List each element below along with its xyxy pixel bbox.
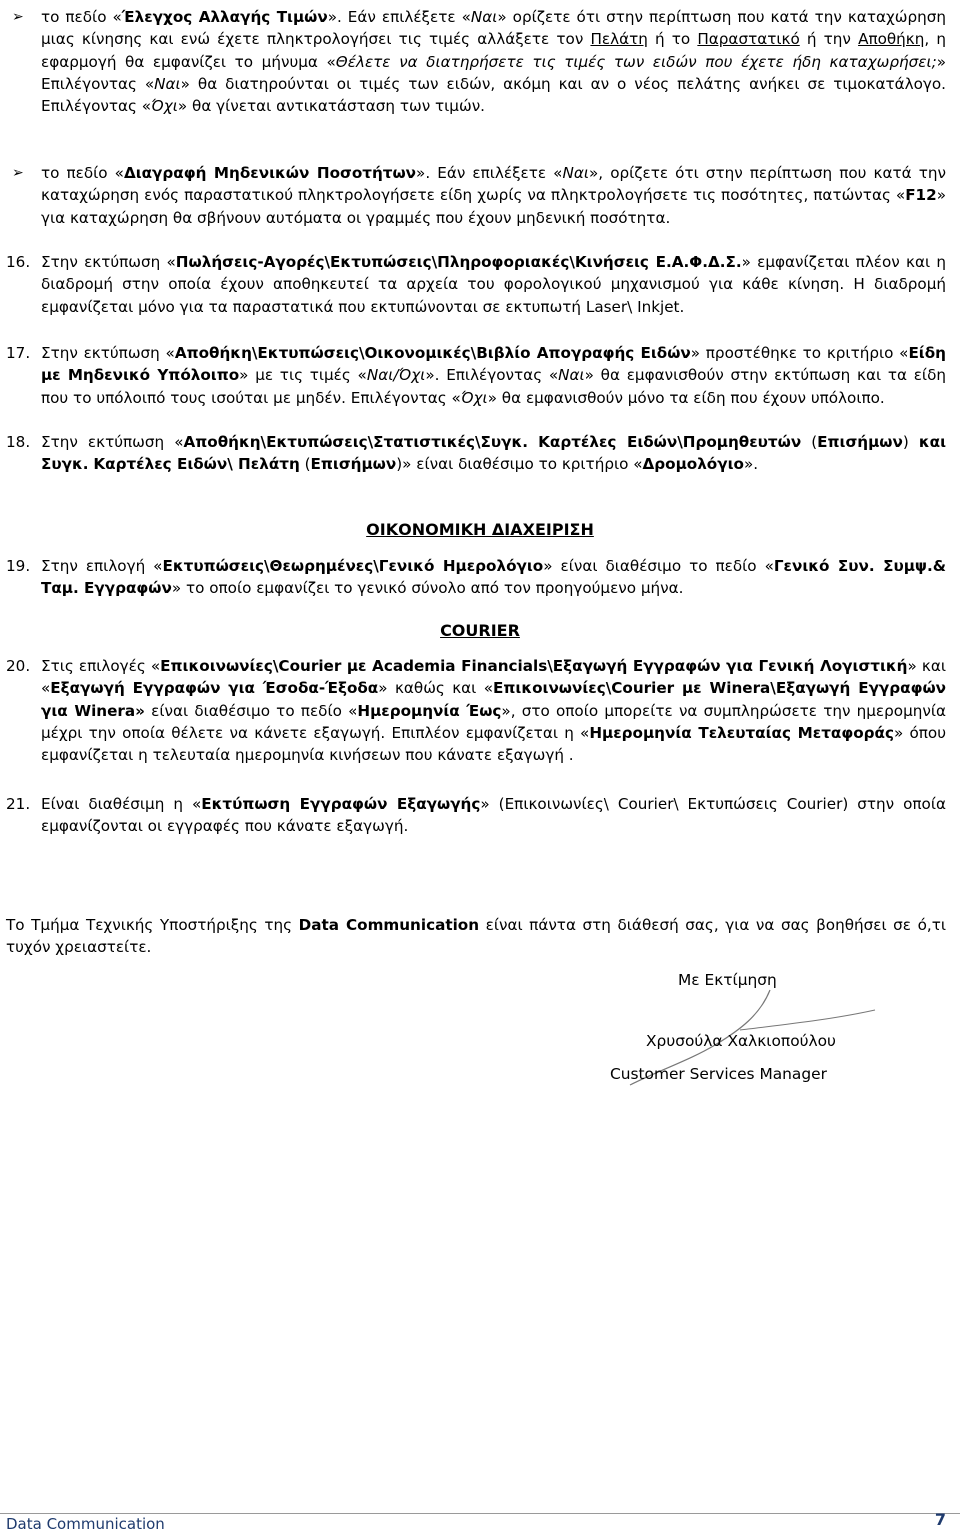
bullet-zero-quantities bbox=[41, 162, 946, 229]
text: Το Τμήμα Τεχνικής Υποστήριξης της bbox=[6, 916, 299, 934]
text: ) bbox=[902, 433, 919, 451]
text: » καθώς και « bbox=[378, 679, 494, 698]
text: Στην εκτύπωση « bbox=[41, 253, 176, 271]
signature-name: Χρυσούλα Χαλκιοπούλου bbox=[646, 1032, 836, 1050]
item-18 bbox=[41, 431, 946, 476]
text: Στην επιλογή « bbox=[41, 557, 163, 575]
value-yes-no: Ναι/Όχι bbox=[366, 366, 426, 385]
value-no: Όχι bbox=[460, 388, 488, 407]
section-heading-courier: COURIER bbox=[440, 621, 520, 640]
text: », στο οποίο μπορείτε να συμπληρώσετε την ημερομηνία μέχρι την οποία θέλετε να κάνετε εξαγωγή. Επιπλέον εμφανίζεται η « bbox=[41, 701, 946, 742]
item-19 bbox=[41, 555, 946, 600]
text: Στην εκτύπωση « bbox=[41, 344, 175, 362]
item-16 bbox=[41, 251, 946, 318]
criterion-name: Δρομολόγιο bbox=[642, 455, 744, 474]
text: ». Εάν επιλέξετε « bbox=[416, 164, 563, 182]
text: » εμφανίζεται πλέον και η διαδρομή στην οποία έχουν αποθηκευτεί τα αρχεία του φορολογικού μηχανισμού για κάθε κίνηση. Η διαδρομή εμφανίζεται μόνο για τα παραστατικά που εκτυπώνονται σε εκτυπωτή Laser\ Inkjet. bbox=[41, 253, 946, 316]
field-name: Έλεγχος Αλλαγής Τιμών bbox=[121, 8, 328, 26]
text: » (Επικοινωνίες\ Courier\ Εκτυπώσεις Courier) στην οποία εμφανίζονται οι εγγραφές που κάνατε εξαγωγή. bbox=[41, 795, 946, 836]
value-yes: Ναι bbox=[558, 366, 585, 385]
criterion-name: Είδη με Μηδενικό Υπόλοιπο bbox=[41, 344, 946, 385]
text: » για καταχώρηση θα σβήνουν αυτόματα οι γραμμές που έχουν μηδενική ποσότητα. bbox=[41, 186, 946, 227]
footer-company: Data Communication bbox=[6, 1515, 165, 1533]
text: ή την bbox=[799, 30, 859, 49]
text: » θα γίνεται αντικατάσταση των τιμών. bbox=[177, 97, 486, 116]
text: ». Εάν επιλέξετε « bbox=[327, 8, 471, 26]
text: , η εφαρμογή θα εμφανίζει το μήνυμα « bbox=[41, 30, 946, 71]
text: ή το bbox=[647, 30, 698, 49]
menu-path: Αποθήκη\Εκτυπώσεις\Οικονομικές\Βιβλίο Απογραφής Ειδών bbox=[174, 344, 691, 362]
item-number: 20. bbox=[6, 657, 31, 675]
text: Στις επιλογές « bbox=[41, 657, 161, 675]
text: ( bbox=[801, 433, 818, 451]
closing-paragraph bbox=[6, 914, 946, 959]
value-yes: Ναι bbox=[470, 8, 498, 26]
item-number: 17. bbox=[6, 344, 31, 362]
text: το πεδίο « bbox=[41, 164, 124, 182]
menu-path: Καρτέλες Ειδών\Προμηθευτών bbox=[538, 433, 802, 451]
menu-path: Επικοινωνίες\Courier με Winera\Εξαγωγή Εγγραφών για Winera» bbox=[41, 679, 946, 720]
text: Είναι διαθέσιμη η « bbox=[41, 795, 202, 813]
menu-path: Επικοινωνίες\Courier με Academia Financials\Εξαγωγή Εγγραφών για Γενική Λογιστική bbox=[160, 657, 908, 675]
menu-path: Επισήμων bbox=[817, 433, 903, 451]
menu-path: Αποθήκη\Εκτυπώσεις\Στατιστικές\Συγκ. bbox=[183, 433, 529, 451]
text: » θα εμφανισθούν μόνο τα είδη που έχουν υπόλοιπο. bbox=[487, 388, 885, 407]
menu-path: Καρτέλες Ειδών\ Πελάτη bbox=[93, 455, 300, 474]
text: » είναι διαθέσιμο το πεδίο « bbox=[543, 557, 774, 575]
text: ( bbox=[299, 455, 311, 474]
menu-path: Εξαγωγή Εγγραφών για Έσοδα-Έξοδα bbox=[50, 679, 379, 698]
signature-title: Customer Services Manager bbox=[610, 1065, 827, 1083]
text: » το οποίο εμφανίζει το γενικό σύνολο από τον προηγούμενο μήνα. bbox=[171, 579, 684, 598]
text: )» είναι διαθέσιμο το κριτήριο « bbox=[396, 455, 643, 474]
text: » θα εμφανισθούν στην εκτύπωση και τα είδη που το υπόλοιπό τους ισούται με μηδέν. Επιλέγοντας « bbox=[41, 366, 946, 407]
page-number: 7 bbox=[934, 1510, 946, 1529]
item-20 bbox=[41, 655, 946, 766]
term-customer: Πελάτη bbox=[590, 30, 648, 49]
item-number: 19. bbox=[6, 557, 31, 575]
menu-path: Επισήμων bbox=[310, 455, 397, 474]
text: » Επιλέγοντας « bbox=[41, 52, 946, 93]
arrow-bullet-icon: ➢ bbox=[12, 9, 24, 25]
value-yes: Ναι bbox=[154, 74, 181, 93]
field-name: Διαγραφή Μηδενικών Ποσοτήτων bbox=[123, 164, 417, 182]
value-yes: Ναι bbox=[562, 164, 589, 182]
section-heading-finance: ΟΙΚΟΝΟΜΙΚΗ ΔΙΑΧΕΙΡΙΣΗ bbox=[366, 520, 594, 539]
term-document: Παραστατικό bbox=[697, 30, 800, 49]
menu-path: Εκτυπώσεις\Θεωρημένες\Γενικό Ημερολόγιο bbox=[162, 557, 544, 575]
text: » θα διατηρούνται οι τιμές των ειδών, ακόμη και αν ο νέος πελάτης ανήκει σε τιμοκατάλογο. Επιλέγοντας « bbox=[41, 74, 946, 116]
item-number: 18. bbox=[6, 433, 31, 451]
signature-greeting: Με Εκτίμηση bbox=[678, 971, 777, 989]
field-name: Γενικό Συν. Συμψ.& Ταμ. Εγγραφών bbox=[41, 557, 946, 598]
text: ». Επιλέγοντας « bbox=[425, 366, 559, 385]
text: » και « bbox=[41, 657, 946, 698]
text: » ορίζετε ότι στην περίπτωση που κατά την καταχώρηση μιας κίνησης και ενώ έχετε πληκτρολογήσει τις τιμές αλλάξετε τον bbox=[41, 8, 946, 49]
text: είναι πάντα στη διάθεσή σας, για να σας βοηθήσει σε ό,τι τυχόν χρειαστείτε. bbox=[6, 916, 946, 957]
menu-path: Πωλήσεις-Αγορές\Εκτυπώσεις\Πληροφοριακές\Κινήσεις Ε.Α.Φ.Δ.Σ. bbox=[175, 253, 742, 271]
menu-path: και Συγκ. bbox=[41, 433, 946, 474]
text: είναι διαθέσιμο το πεδίο « bbox=[144, 701, 358, 720]
text: το πεδίο « bbox=[41, 8, 122, 26]
value-no: Όχι bbox=[151, 97, 178, 116]
text: » προστέθηκε το κριτήριο « bbox=[690, 344, 909, 362]
item-number: 16. bbox=[6, 253, 31, 271]
arrow-bullet-icon: ➢ bbox=[12, 165, 24, 181]
company-name: Data Communication bbox=[298, 916, 480, 934]
field-name: Ημερομηνία Έως bbox=[357, 701, 502, 720]
text bbox=[528, 433, 538, 451]
item-number: 21. bbox=[6, 795, 31, 813]
bullet-price-change bbox=[41, 6, 946, 117]
text: » όπου εμφανίζεται η τελευταία ημερομηνία κινήσεων που κάνατε εξαγωγή . bbox=[41, 723, 946, 765]
menu-path: Εκτύπωση Εγγραφών Εξαγωγής bbox=[201, 795, 481, 813]
term-warehouse: Αποθήκη bbox=[858, 30, 925, 49]
text: », ορίζετε ότι στην περίπτωση που κατά την καταχώρηση ενός παραστατικού πληκτρολογήσετε είδη χωρίς να πληκτρολογήσετε τις ποσότητες, πατώντας « bbox=[41, 164, 946, 205]
text: » με τις τιμές « bbox=[239, 366, 367, 385]
item-17 bbox=[41, 342, 946, 409]
item-21 bbox=[41, 793, 946, 838]
footer-divider bbox=[0, 1513, 960, 1514]
message-text: Θέλετε να διατηρήσετε τις τιμές των ειδών που έχετε ήδη καταχωρήσει; bbox=[335, 52, 937, 71]
field-name: Ημερομηνία Τελευταίας Μεταφοράς bbox=[589, 723, 894, 742]
key-f12: F12 bbox=[905, 186, 937, 205]
text: ». bbox=[743, 455, 759, 474]
text: Στην εκτύπωση « bbox=[41, 433, 184, 451]
